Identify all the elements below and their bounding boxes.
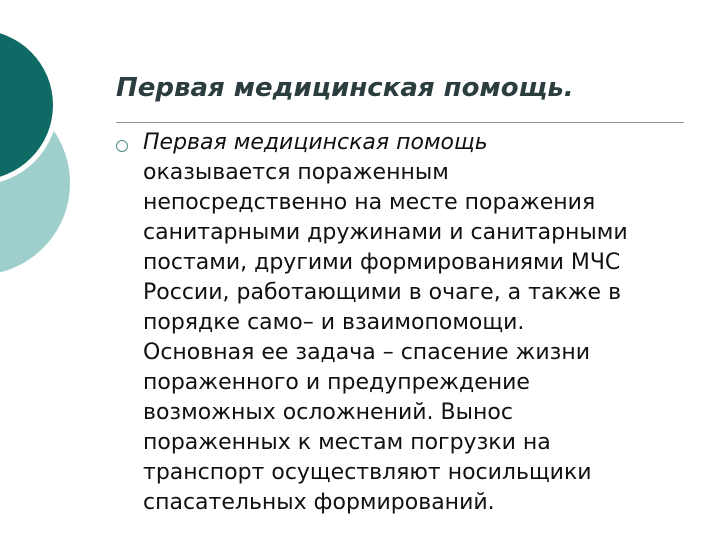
body-line: России, работающими в очаге, а также в bbox=[143, 280, 622, 305]
decorative-circles bbox=[0, 0, 110, 300]
body-line: Первая медицинская помощь bbox=[143, 130, 488, 155]
bullet-ring-icon bbox=[116, 140, 128, 152]
body-line: пораженного и предупреждение bbox=[143, 370, 530, 395]
body-line: Основная ее задача – спасение жизни bbox=[143, 340, 591, 365]
body-line: транспорт осуществляют носильщики bbox=[143, 460, 592, 485]
body-line: пораженных к местам погрузки на bbox=[143, 430, 551, 455]
body-line: возможных осложнений. Вынос bbox=[143, 400, 513, 425]
slide-body-text bbox=[143, 128, 703, 518]
title-divider bbox=[116, 122, 684, 123]
body-line: постами, другими формированиями МЧС bbox=[143, 250, 621, 275]
body-line: оказывается пораженным bbox=[143, 160, 449, 185]
body-line: санитарными дружинами и санитарными bbox=[143, 220, 628, 245]
slide-title: Первая медицинская помощь. bbox=[116, 73, 574, 103]
body-line: спасательных формирований. bbox=[143, 490, 495, 515]
body-line: непосредственно на месте поражения bbox=[143, 190, 596, 215]
body-line: порядке само– и взаимопомощи. bbox=[143, 310, 525, 335]
